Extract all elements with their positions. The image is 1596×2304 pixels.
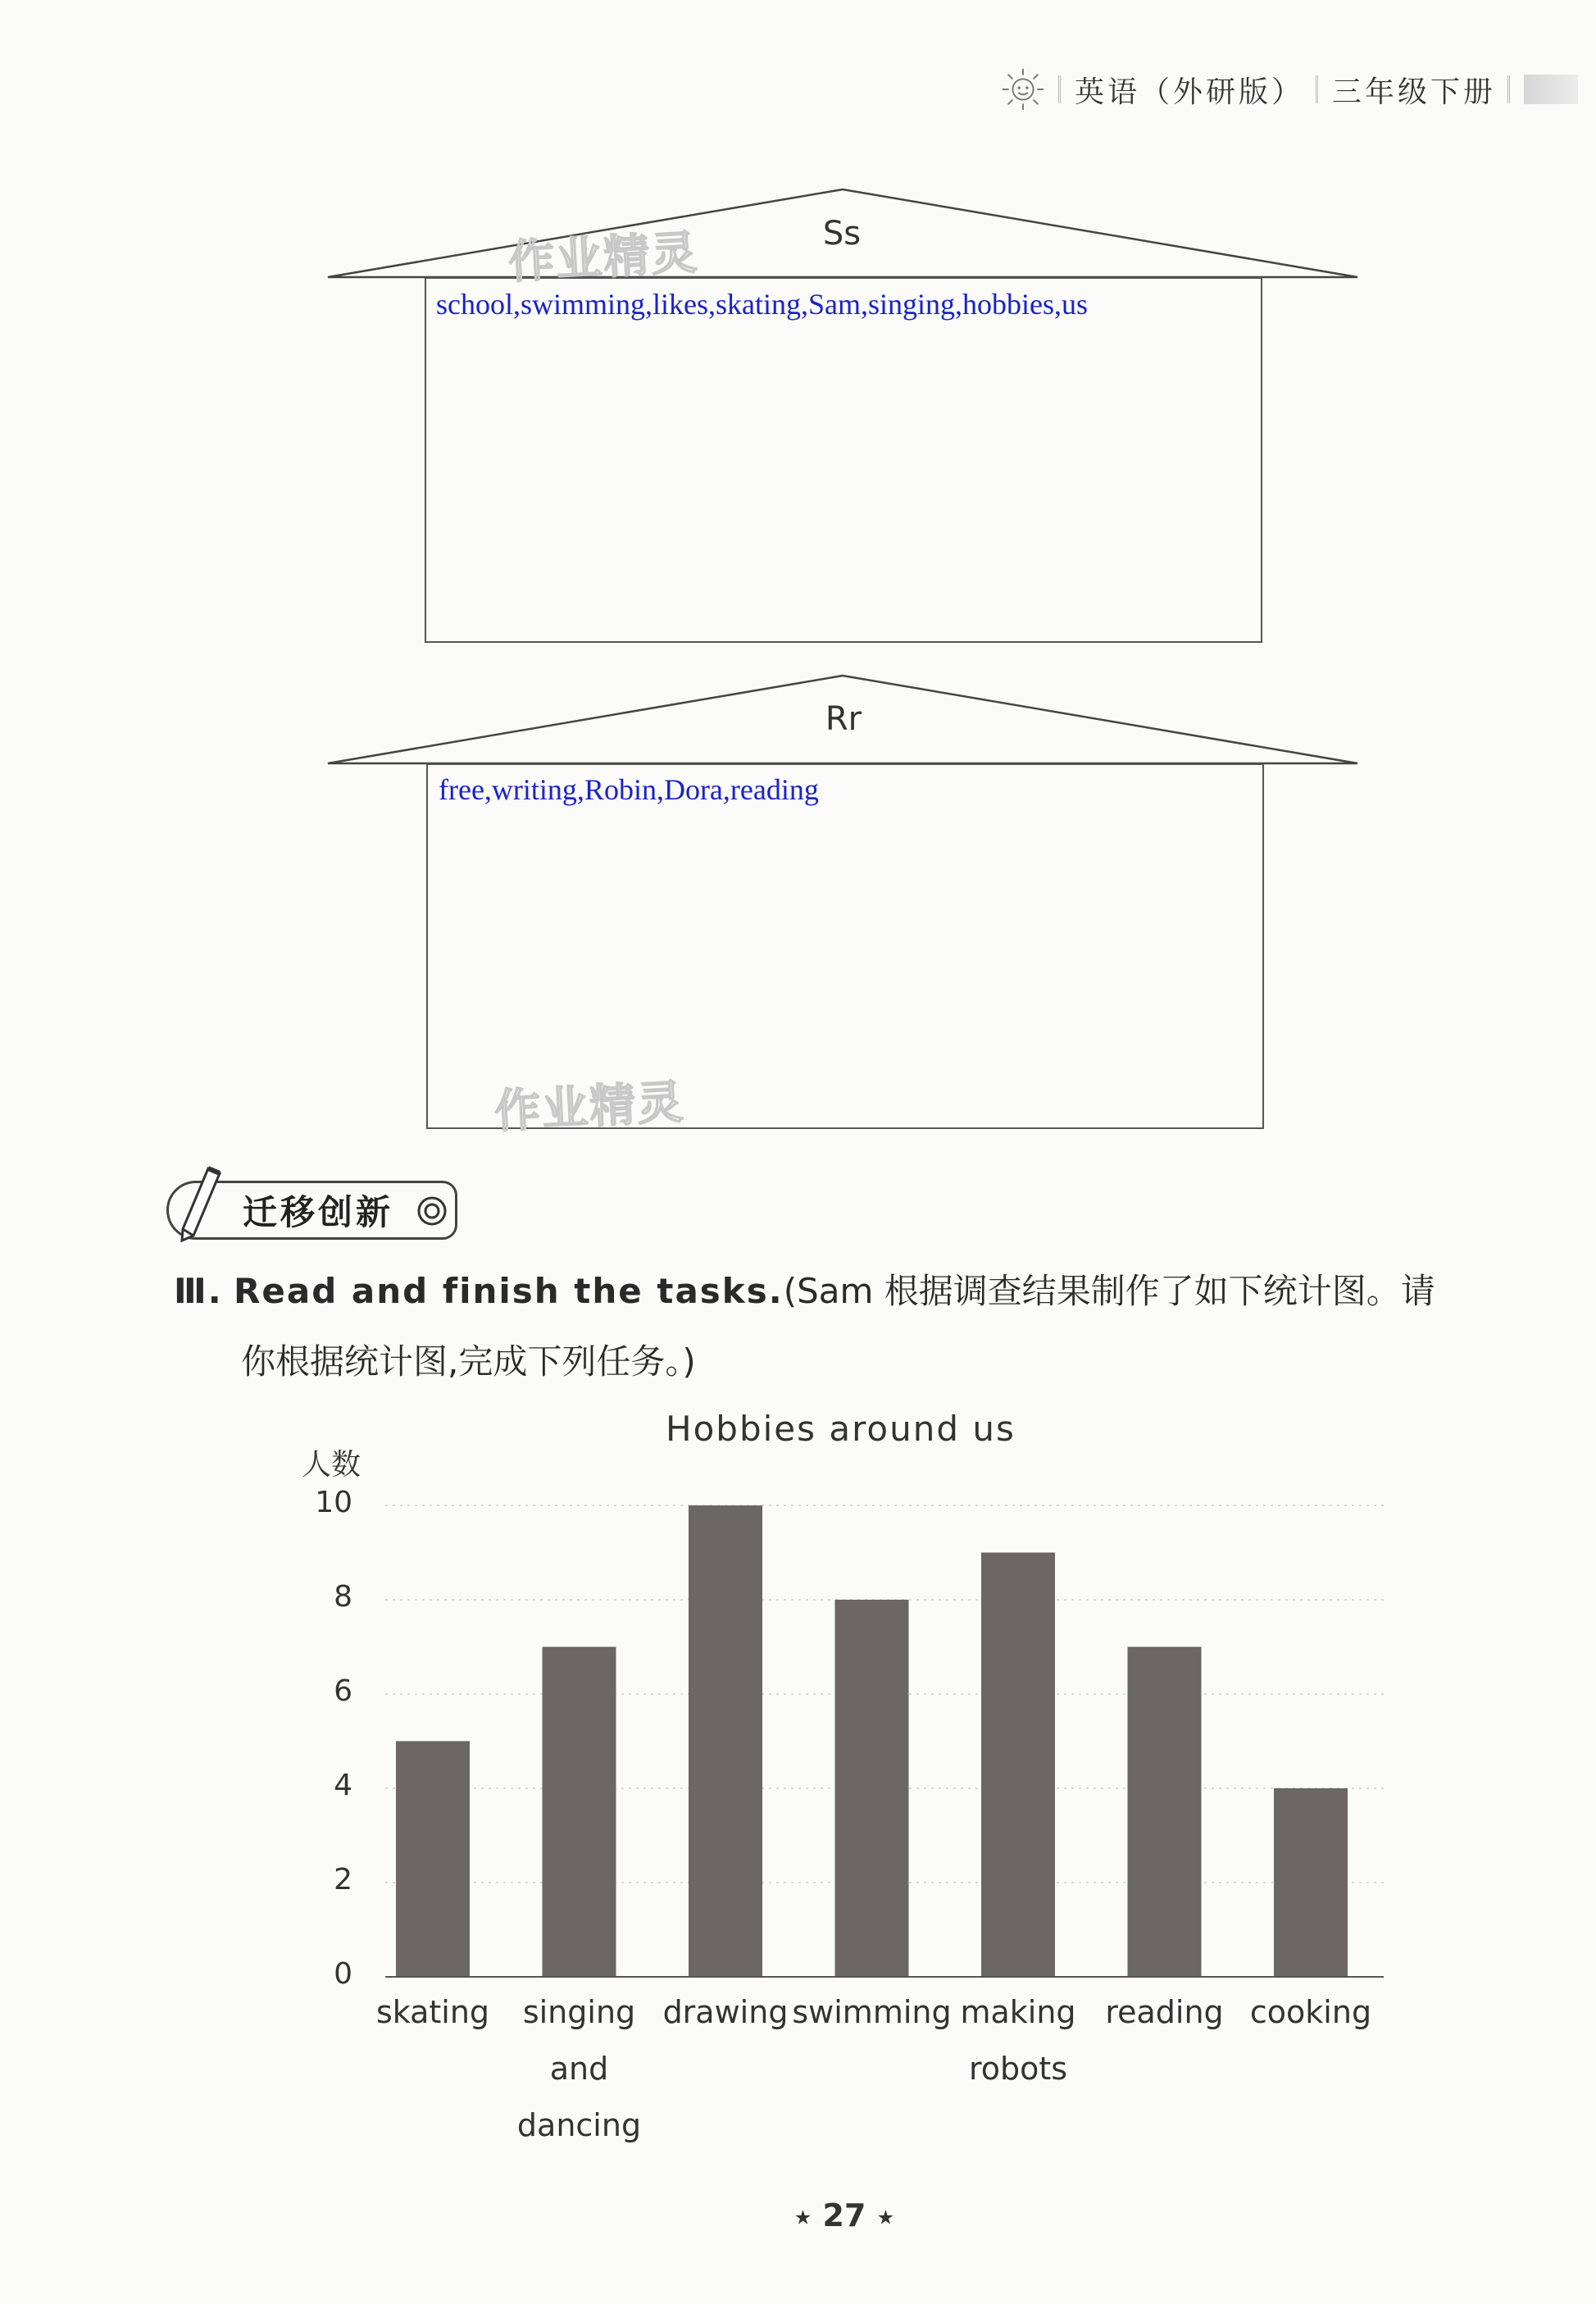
header-title: 英语（外研版） xyxy=(1074,75,1304,109)
answer-text-rr: free,writing,Robin,Dora,reading xyxy=(439,773,819,806)
star-icon: ★ xyxy=(793,2206,812,2229)
chart-bar xyxy=(543,1647,616,1978)
chart-y-axis-label: 人数 xyxy=(302,1448,361,1482)
chart-x-tick-label xyxy=(936,1984,1100,2097)
page-number xyxy=(762,2197,926,2233)
chart-bar xyxy=(689,1505,762,1977)
chart-x-tick-label-line: cooking xyxy=(1249,1994,1372,2030)
chart-x-tick-label-line: and xyxy=(549,2051,609,2087)
star-icon: ★ xyxy=(876,2206,895,2229)
chart-x-tick-label-line: drawing xyxy=(662,1994,789,2030)
header-grade: 三年级下册 xyxy=(1331,75,1496,109)
section-tag-label: 迁移创新 xyxy=(243,1192,394,1232)
chart-x-tick-label-line: singing xyxy=(522,1994,636,2030)
question-note-2: 你根据统计图,完成下列任务。) xyxy=(241,1341,696,1382)
page-number-value: 27 xyxy=(822,2197,866,2233)
chart-x-tick-label-line: reading xyxy=(1105,1994,1224,2030)
chart-y-tick-label: 6 xyxy=(334,1674,352,1708)
chart-x-tick-label xyxy=(351,1984,515,2041)
chart-y-tick-label: 0 xyxy=(334,1957,352,1991)
watermark: 作业精灵 xyxy=(507,225,700,290)
chart-x-tick-label xyxy=(1229,1984,1393,2041)
chart-x-tick-label xyxy=(643,1984,807,2041)
chart-x-tick-label-line: robots xyxy=(968,2051,1068,2087)
chart-title: Hobbies around us xyxy=(666,1409,1016,1449)
chart-x-tick-label xyxy=(1083,1984,1247,2041)
chart-bar xyxy=(981,1553,1055,1978)
chart-bar xyxy=(396,1742,470,1978)
chart-x-tick-label-line: dancing xyxy=(516,2107,642,2143)
chart-y-tick-label: 2 xyxy=(334,1863,352,1896)
answer-text-ss: school,swimming,likes,skating,Sam,singing,hobbies,us xyxy=(436,288,1089,321)
chart-x-tick-label xyxy=(498,1984,662,2154)
chart-y-tick-label: 4 xyxy=(334,1769,352,1802)
house-letter-ss: Ss xyxy=(822,215,862,253)
chart-x-tick-label xyxy=(790,1984,954,2041)
watermark: 作业精灵 xyxy=(493,1075,686,1140)
question-instruction: Read and finish the tasks. xyxy=(234,1271,784,1311)
chart-bar xyxy=(1128,1647,1202,1978)
question-number: Ⅲ. xyxy=(174,1271,223,1311)
chart-x-tick-label-line: swimming xyxy=(792,1994,952,2030)
chart-x-tick-label-line: skating xyxy=(375,1994,490,2030)
question-note-1: (Sam 根据调查结果制作了如下统计图。请 xyxy=(783,1271,1435,1311)
chart-bar xyxy=(835,1600,909,1977)
chart-x-tick-label-line: making xyxy=(960,1994,1076,2030)
house-letter-rr: Rr xyxy=(825,700,862,738)
chart-y-tick-label: 10 xyxy=(315,1486,352,1519)
chart-bar xyxy=(1274,1788,1348,1977)
chart-y-tick-label: 8 xyxy=(334,1580,352,1614)
